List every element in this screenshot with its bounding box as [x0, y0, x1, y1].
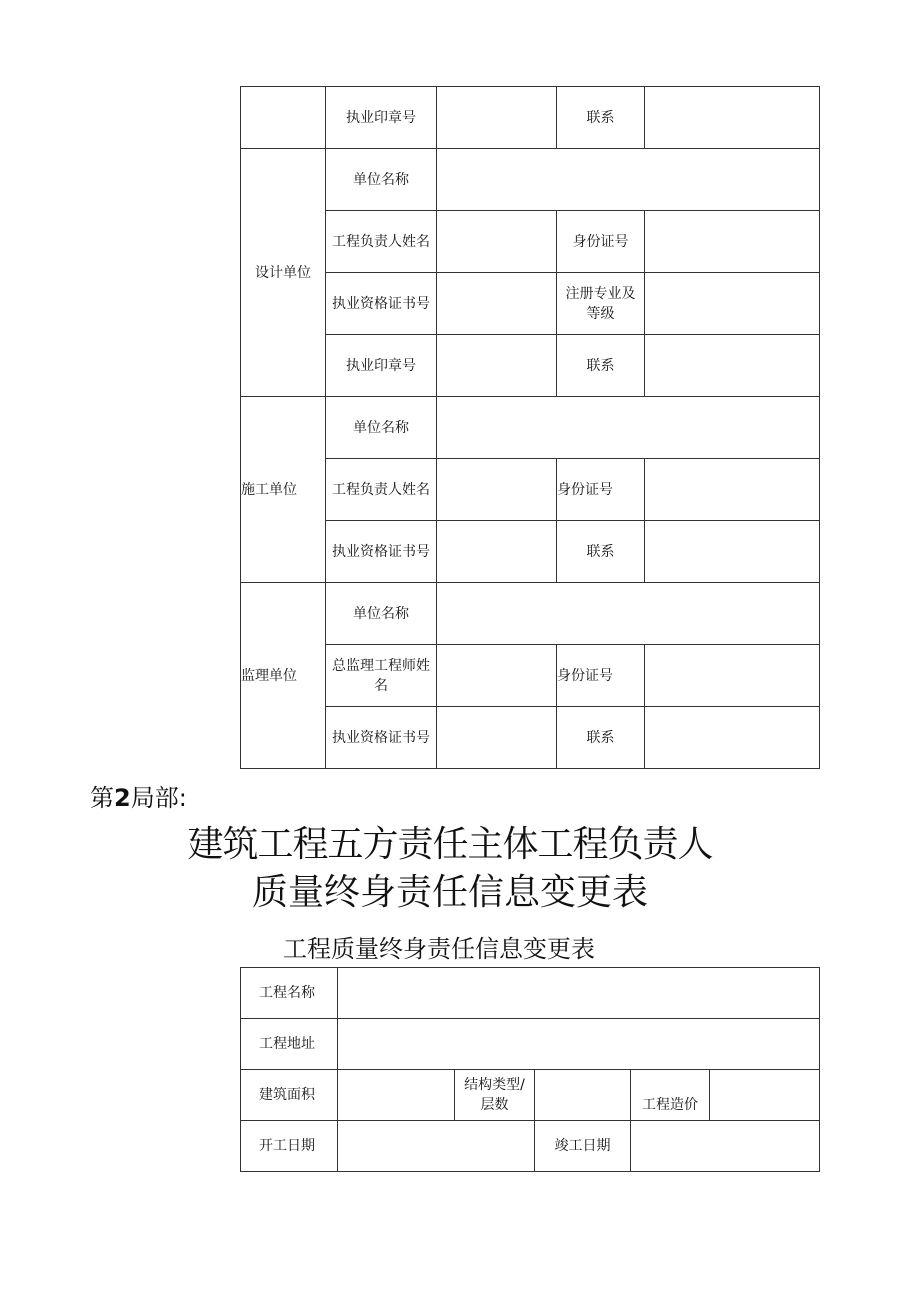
label-id-number: 身份证号 [557, 459, 645, 521]
label-start-date: 开工日期 [241, 1121, 338, 1172]
label-person-name: 工程负责人姓名 [326, 459, 437, 521]
section-construction-unit: 施工单位 [241, 397, 326, 583]
document-title-line2: 质量终身责任信息变更表 [251, 872, 648, 913]
value-cell [437, 583, 820, 645]
value-cell [437, 87, 557, 149]
document-title-line1: 建筑工程五方责任主体工程负责人 [187, 824, 713, 865]
table-row [241, 397, 820, 459]
label-project-address: 工程地址 [241, 1019, 338, 1070]
label-cert-no: 执业资格证书号 [326, 521, 437, 583]
label-reg-major [557, 273, 645, 335]
label-unit-name: 单位名称 [326, 397, 437, 459]
value-cell [437, 149, 820, 211]
value-cell [338, 1070, 455, 1121]
label-unit-name: 单位名称 [326, 149, 437, 211]
value-cell [535, 1070, 631, 1121]
part-prefix: 第 [90, 784, 114, 812]
table-row [241, 87, 820, 149]
table-row [241, 521, 820, 583]
value-cell [645, 273, 820, 335]
label-id-number: 身份证号 [557, 211, 645, 273]
chief-line1: 总监理工程师姓 [332, 657, 430, 674]
value-cell [437, 335, 557, 397]
label-cert-no: 执业资格证书号 [326, 707, 437, 769]
part-number: 2 [114, 784, 131, 812]
value-cell [437, 273, 557, 335]
chief-line2: 名 [374, 677, 388, 694]
value-cell [645, 521, 820, 583]
value-cell [710, 1070, 820, 1121]
reg-major-line2: 等级 [586, 305, 615, 322]
table-row [241, 149, 820, 211]
table-row [241, 583, 820, 645]
empty-cell [241, 87, 326, 149]
label-project-cost: 工程造价 [631, 1070, 710, 1121]
label-building-area: 建筑面积 [241, 1070, 338, 1121]
part-heading [90, 778, 187, 813]
table-row [241, 211, 820, 273]
label-contact: 联系 [557, 707, 645, 769]
label-id-number: 身份证号 [557, 645, 645, 707]
value-cell [437, 397, 820, 459]
form-subtitle: 工程质量终身责任信息变更表 [283, 935, 595, 963]
structure-line2: 层数 [480, 1097, 509, 1113]
label-project-name: 工程名称 [241, 968, 338, 1019]
project-info-table [240, 967, 820, 1172]
label-unit-name: 单位名称 [326, 583, 437, 645]
value-cell [338, 1019, 820, 1070]
value-cell [437, 645, 557, 707]
table-row [241, 335, 820, 397]
value-cell [645, 459, 820, 521]
label-completion-date: 竣工日期 [535, 1121, 631, 1172]
table-row [241, 1070, 820, 1121]
reg-major-line1: 注册专业及 [565, 285, 636, 302]
part-suffix: 局部: [130, 784, 187, 812]
table-row [241, 459, 820, 521]
table-row [241, 273, 820, 335]
value-cell [645, 87, 820, 149]
value-cell [645, 645, 820, 707]
responsibility-table [240, 86, 820, 769]
label-contact: 联系 [557, 335, 645, 397]
value-cell [437, 707, 557, 769]
table-row [241, 707, 820, 769]
structure-line1: 结构类型/ [464, 1077, 525, 1093]
section-design-unit: 设计单位 [241, 149, 326, 397]
label-stamp-no: 执业印章号 [326, 335, 437, 397]
value-cell [338, 1121, 535, 1172]
label-contact: 联系 [557, 87, 645, 149]
table-row [241, 1019, 820, 1070]
label-person-name: 工程负责人姓名 [326, 211, 437, 273]
table-row [241, 968, 820, 1019]
value-cell [437, 459, 557, 521]
value-cell [645, 211, 820, 273]
value-cell [437, 211, 557, 273]
label-structure-type [455, 1070, 535, 1121]
value-cell [645, 335, 820, 397]
value-cell [437, 521, 557, 583]
table-row [241, 1121, 820, 1172]
label-stamp-no: 执业印章号 [326, 87, 437, 149]
section-supervision-unit: 监理单位 [241, 583, 326, 769]
label-chief-supervisor [326, 645, 437, 707]
value-cell [338, 968, 820, 1019]
label-contact: 联系 [557, 521, 645, 583]
table-row [241, 645, 820, 707]
value-cell [631, 1121, 820, 1172]
value-cell [645, 707, 820, 769]
label-cert-no: 执业资格证书号 [326, 273, 437, 335]
